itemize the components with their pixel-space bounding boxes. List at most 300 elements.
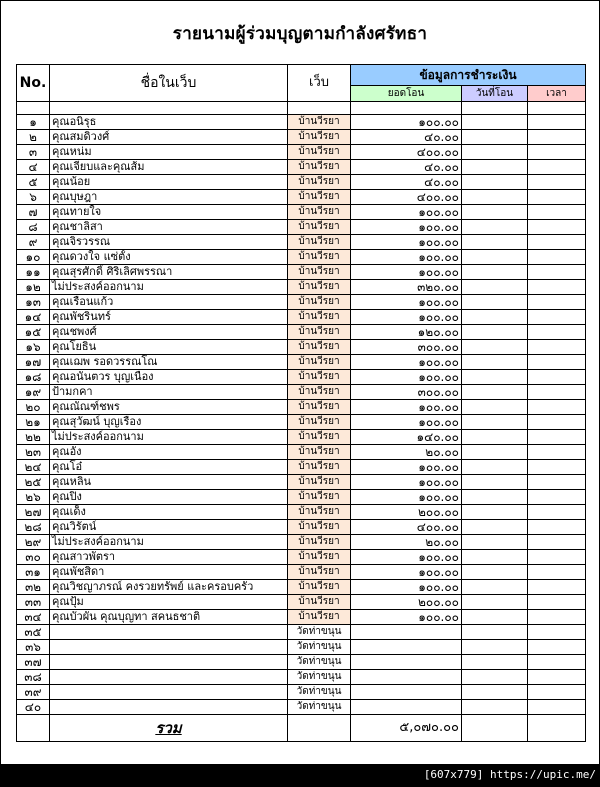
transfer-date [462,505,528,520]
transfer-time [528,115,586,130]
donor-name: คุณชาลิสา [50,220,288,235]
transfer-amount: ๔๐.๐๐ [351,160,462,175]
row-number: ๓๔ [17,610,50,625]
table-row [17,355,586,370]
transfer-date [462,325,528,340]
blank-cell [462,102,528,115]
table-row [17,235,586,250]
donor-name: ป้ามกคา [50,385,288,400]
header-time: เวลา [528,86,586,102]
transfer-time [528,415,586,430]
transfer-time [528,295,586,310]
transfer-date [462,475,528,490]
row-number: ๓๐ [17,550,50,565]
donor-name: คุณจิรวรรณ [50,235,288,250]
transfer-time [528,610,586,625]
table-row [17,115,586,130]
row-number: ๓๑ [17,565,50,580]
row-number: ๑๙ [17,385,50,400]
row-number: ๓๘ [17,670,50,685]
transfer-date [462,430,528,445]
transfer-time [528,370,586,385]
transfer-time [528,520,586,535]
transfer-date [462,370,528,385]
row-number: ๒๔ [17,460,50,475]
donor-name: คุณหน่ม [50,145,288,160]
transfer-amount: ๑๐๐.๐๐ [351,400,462,415]
transfer-date [462,250,528,265]
table-row [17,145,586,160]
donor-name: คุณสุวัฒน์ บุญเรือง [50,415,288,430]
donor-name: คุณสุรศักดิ์ ศิริเลิศพรรณา [50,265,288,280]
web-source: บ้านวีรยา [288,400,351,415]
transfer-time [528,190,586,205]
header-name: ชื่อในเว็บ [50,65,288,102]
row-number: ๑๕ [17,325,50,340]
transfer-time [528,595,586,610]
transfer-amount [351,655,462,670]
blank-cell [528,102,586,115]
web-source: บ้านวีรยา [288,595,351,610]
row-number: ๑๗ [17,355,50,370]
transfer-amount: ๔๐๐.๐๐ [351,190,462,205]
transfer-amount: ๔๐๐.๐๐ [351,520,462,535]
blank-row [17,102,586,115]
transfer-amount: ๔๐๐.๐๐ [351,145,462,160]
web-source: บ้านวีรยา [288,520,351,535]
row-number: ๒ [17,130,50,145]
header-transfer-date: วันที่โอน [462,86,528,102]
web-source: บ้านวีรยา [288,340,351,355]
row-number: ๗ [17,205,50,220]
transfer-date [462,595,528,610]
row-number: ๘ [17,220,50,235]
transfer-date [462,685,528,700]
transfer-time [528,160,586,175]
table-row [17,280,586,295]
row-number: ๒๘ [17,520,50,535]
table-row [17,520,586,535]
table-row [17,460,586,475]
transfer-date [462,130,528,145]
web-source: วัดท่าขนุน [288,685,351,700]
donor-name: ไม่ประสงค์ออกนาม [50,430,288,445]
table-row [17,670,586,685]
donor-name: คุณพัชสิดา [50,565,288,580]
row-number: ๖ [17,190,50,205]
web-source: บ้านวีรยา [288,325,351,340]
transfer-amount: ๒๐๐.๐๐ [351,505,462,520]
table-row [17,640,586,655]
donor-name: คุณโอ๋ [50,460,288,475]
transfer-date [462,355,528,370]
transfer-amount: ๑๒๐.๐๐ [351,325,462,340]
web-source: บ้านวีรยา [288,250,351,265]
transfer-amount: ๑๐๐.๐๐ [351,250,462,265]
transfer-time [528,325,586,340]
donor-name: คุณบัวผัน คุณบุญทา สคนธชาติ [50,610,288,625]
blank-cell [50,102,288,115]
transfer-time [528,235,586,250]
transfer-time [528,310,586,325]
donor-name: คุณบุษฎา [50,190,288,205]
transfer-time [528,625,586,640]
transfer-amount: ๔๐.๐๐ [351,130,462,145]
transfer-amount [351,640,462,655]
table-row [17,250,586,265]
transfer-time [528,340,586,355]
transfer-date [462,190,528,205]
transfer-date [462,490,528,505]
transfer-time [528,640,586,655]
total-empty-cell [528,715,586,742]
donor-name: คุณโยธิน [50,340,288,355]
row-number: ๕ [17,175,50,190]
web-source: บ้านวีรยา [288,550,351,565]
row-number: ๒๐ [17,400,50,415]
web-source: บ้านวีรยา [288,265,351,280]
transfer-time [528,475,586,490]
transfer-amount: ๑๐๐.๐๐ [351,580,462,595]
table-row [17,190,586,205]
total-label: รวม [50,715,288,742]
row-number: ๙ [17,235,50,250]
header-web: เว็บ [288,65,351,102]
web-source: บ้านวีรยา [288,580,351,595]
table-row [17,325,586,340]
transfer-time [528,535,586,550]
transfer-amount: ๒๐๐.๐๐ [351,595,462,610]
transfer-time [528,445,586,460]
donor-name: คุณวิชญาภรณ์ คงรวยทรัพย์ และครอบครัว [50,580,288,595]
table-row [17,205,586,220]
total-empty-cell [17,715,50,742]
transfer-amount: ๓๒๐.๐๐ [351,280,462,295]
image-host-watermark: [607x779] https://upic.me/ [423,768,596,781]
row-number: ๓๗ [17,655,50,670]
transfer-time [528,565,586,580]
transfer-time [528,280,586,295]
blank-cell [288,102,351,115]
transfer-date [462,655,528,670]
transfer-amount: ๑๐๐.๐๐ [351,460,462,475]
table-row [17,340,586,355]
web-source: บ้านวีรยา [288,295,351,310]
transfer-amount: ๑๐๐.๐๐ [351,415,462,430]
donor-name: คุณอนิรุธ [50,115,288,130]
transfer-amount [351,670,462,685]
transfer-date [462,580,528,595]
web-source: บ้านวีรยา [288,145,351,160]
web-source: บ้านวีรยา [288,475,351,490]
transfer-time [528,505,586,520]
donor-name [50,640,288,655]
table-row [17,490,586,505]
row-number: ๑๑ [17,265,50,280]
table-row [17,385,586,400]
donor-name: คุณเด็ง [50,505,288,520]
row-number: ๑๘ [17,370,50,385]
transfer-time [528,430,586,445]
transfer-time [528,220,586,235]
transfer-time [528,460,586,475]
donor-name: คุณชพงศ์ [50,325,288,340]
web-source: วัดท่าขนุน [288,655,351,670]
transfer-amount: ๑๐๐.๐๐ [351,475,462,490]
transfer-amount: ๑๐๐.๐๐ [351,235,462,250]
transfer-amount: ๑๐๐.๐๐ [351,220,462,235]
table-row [17,445,586,460]
row-number: ๑๓ [17,295,50,310]
transfer-date [462,220,528,235]
table-row [17,550,586,565]
transfer-amount: ๑๐๐.๐๐ [351,355,462,370]
transfer-time [528,670,586,685]
web-source: บ้านวีรยา [288,220,351,235]
total-amount: ๕,๐๗๐.๐๐ [351,715,462,742]
transfer-amount: ๑๐๐.๐๐ [351,370,462,385]
donor-name [50,625,288,640]
row-number: ๓๕ [17,625,50,640]
donor-name: คุณสมดิวงศ์ [50,130,288,145]
transfer-time [528,175,586,190]
table-row [17,475,586,490]
row-number: ๒๓ [17,445,50,460]
table-row [17,310,586,325]
transfer-amount [351,700,462,715]
table-row [17,610,586,625]
transfer-date [462,550,528,565]
donor-name: ไม่ประสงค์ออกนาม [50,280,288,295]
transfer-date [462,265,528,280]
transfer-date [462,445,528,460]
web-source: บ้านวีรยา [288,535,351,550]
total-empty-cell [462,715,528,742]
donor-name: คุณหลิน [50,475,288,490]
transfer-date [462,625,528,640]
web-source: วัดท่าขนุน [288,625,351,640]
transfer-amount: ๑๐๐.๐๐ [351,565,462,580]
transfer-amount: ๒๐.๐๐ [351,445,462,460]
transfer-amount: ๑๔๐.๐๐ [351,430,462,445]
transfer-date [462,145,528,160]
transfer-date [462,610,528,625]
transfer-date [462,565,528,580]
row-number: ๓๙ [17,685,50,700]
web-source: บ้านวีรยา [288,430,351,445]
web-source: บ้านวีรยา [288,130,351,145]
donor-name: คุณเฌพ รอดวรรณโณ [50,355,288,370]
donor-name: คุณสาวพัตรา [50,550,288,565]
web-source: บ้านวีรยา [288,415,351,430]
table-row [17,415,586,430]
transfer-amount: ๒๐.๐๐ [351,535,462,550]
transfer-time [528,265,586,280]
transfer-amount: ๑๐๐.๐๐ [351,205,462,220]
table-row [17,265,586,280]
transfer-amount: ๔๐.๐๐ [351,175,462,190]
row-number: ๒๗ [17,505,50,520]
transfer-amount [351,685,462,700]
row-number: ๑๔ [17,310,50,325]
donor-table [16,64,586,742]
table-row [17,505,586,520]
table-row [17,580,586,595]
transfer-amount: ๑๐๐.๐๐ [351,550,462,565]
transfer-time [528,400,586,415]
row-number: ๒๖ [17,490,50,505]
transfer-date [462,385,528,400]
web-source: บ้านวีรยา [288,445,351,460]
total-empty-cell [288,715,351,742]
table-row [17,370,586,385]
blank-cell [17,102,50,115]
web-source: บ้านวีรยา [288,205,351,220]
transfer-time [528,355,586,370]
transfer-date [462,700,528,715]
donor-name [50,655,288,670]
header-no: No. [17,65,50,102]
blank-cell [351,102,462,115]
table-row [17,535,586,550]
web-source: บ้านวีรยา [288,610,351,625]
transfer-amount: ๑๐๐.๐๐ [351,265,462,280]
transfer-date [462,340,528,355]
row-number: ๒๒ [17,430,50,445]
transfer-date [462,640,528,655]
row-number: ๓๒ [17,580,50,595]
transfer-amount [351,625,462,640]
donor-name: คุณทายใจ [50,205,288,220]
donor-name [50,700,288,715]
row-number: ๒๑ [17,415,50,430]
transfer-time [528,655,586,670]
transfer-amount: ๑๐๐.๐๐ [351,295,462,310]
web-source: บ้านวีรยา [288,280,351,295]
row-number: ๑ [17,115,50,130]
transfer-date [462,175,528,190]
web-source: บ้านวีรยา [288,505,351,520]
transfer-date [462,235,528,250]
web-source: บ้านวีรยา [288,490,351,505]
transfer-time [528,580,586,595]
transfer-time [528,385,586,400]
web-source: บ้านวีรยา [288,160,351,175]
transfer-time [528,130,586,145]
table-row [17,595,586,610]
table-row [17,685,586,700]
web-source: บ้านวีรยา [288,115,351,130]
page-title: รายนามผู้ร่วมบุญตามกำลังศรัทธา [172,24,428,44]
transfer-amount: ๑๐๐.๐๐ [351,310,462,325]
transfer-time [528,145,586,160]
transfer-time [528,250,586,265]
transfer-date [462,115,528,130]
donor-name: คุณวิรัตน์ [50,520,288,535]
transfer-amount: ๓๐๐.๐๐ [351,385,462,400]
web-source: บ้านวีรยา [288,460,351,475]
table-row [17,130,586,145]
web-source: บ้านวีรยา [288,385,351,400]
table-row [17,175,586,190]
transfer-amount: ๑๐๐.๐๐ [351,115,462,130]
web-source: วัดท่าขนุน [288,640,351,655]
donor-name: คุณปุ้ม [50,595,288,610]
donor-name: คุณดวงใจ แซ่ตั้ง [50,250,288,265]
web-source: บ้านวีรยา [288,370,351,385]
transfer-date [462,520,528,535]
donor-name [50,670,288,685]
transfer-time [528,205,586,220]
web-source: บ้านวีรยา [288,565,351,580]
transfer-time [528,700,586,715]
donor-name: คุณปิง [50,490,288,505]
row-number: ๓๓ [17,595,50,610]
row-number: ๔๐ [17,700,50,715]
web-source: วัดท่าขนุน [288,700,351,715]
donor-name: คุณเรือนแก้ว [50,295,288,310]
transfer-date [462,460,528,475]
donor-name [50,685,288,700]
transfer-date [462,295,528,310]
table-row [17,220,586,235]
donor-name: คุณอนันตวร บุญเนือง [50,370,288,385]
donor-name: คุณณัณฑ์ชพร [50,400,288,415]
row-number: ๑๖ [17,340,50,355]
transfer-date [462,310,528,325]
web-source: บ้านวีรยา [288,235,351,250]
web-source: บ้านวีรยา [288,310,351,325]
transfer-time [528,685,586,700]
table-row [17,160,586,175]
transfer-date [462,400,528,415]
transfer-date [462,670,528,685]
header-payment-info: ข้อมูลการชำระเงิน [351,65,586,86]
row-number: ๒๕ [17,475,50,490]
web-source: บ้านวีรยา [288,175,351,190]
row-number: ๑๒ [17,280,50,295]
web-source: บ้านวีรยา [288,355,351,370]
donor-name: คุณอัง [50,445,288,460]
transfer-time [528,490,586,505]
table-row [17,625,586,640]
table-row [17,295,586,310]
transfer-amount: ๑๐๐.๐๐ [351,610,462,625]
row-number: ๑๐ [17,250,50,265]
table-row [17,400,586,415]
row-number: ๓ [17,145,50,160]
web-source: บ้านวีรยา [288,190,351,205]
row-number: ๒๙ [17,535,50,550]
table-row [17,655,586,670]
table-row [17,700,586,715]
total-row [17,715,586,742]
row-number: ๓๖ [17,640,50,655]
transfer-amount: ๑๐๐.๐๐ [351,490,462,505]
donor-name: คุณพัชรินทร์ [50,310,288,325]
transfer-date [462,535,528,550]
transfer-date [462,415,528,430]
table-row [17,430,586,445]
donor-name: คุณเจียบและคุณส้ม [50,160,288,175]
donor-name: ไม่ประสงค์ออกนาม [50,535,288,550]
header-amount: ยอดโอน [351,86,462,102]
transfer-date [462,280,528,295]
donor-name: คุณน้อย [50,175,288,190]
table-row [17,565,586,580]
row-number: ๔ [17,160,50,175]
transfer-date [462,205,528,220]
